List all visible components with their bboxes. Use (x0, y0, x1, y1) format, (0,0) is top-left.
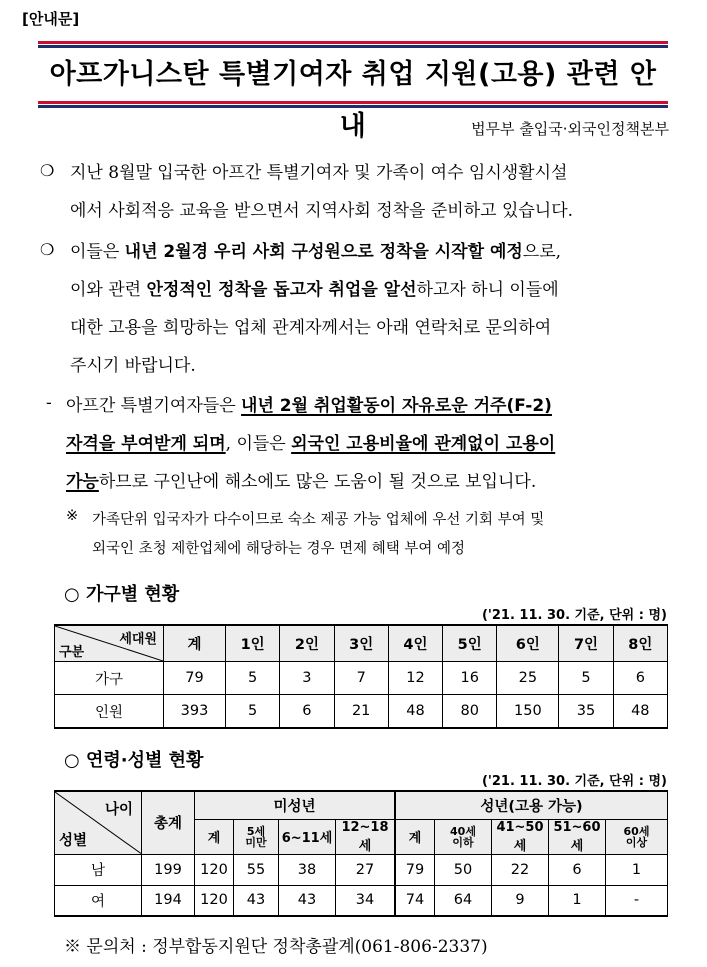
table-cell: 34 (336, 885, 396, 916)
title-bar-top (38, 41, 668, 48)
table-cell: 393 (164, 695, 226, 729)
para2-line1: 이들은 내년 2월경 우리 사회 구성원으로 정착을 시작할 예정으로, (70, 242, 562, 262)
table-row (55, 885, 668, 916)
household-basis: ('21. 11. 30. 기준, 단위 : 명) (481, 608, 667, 623)
bullet-icon: ❍ (40, 161, 55, 180)
table-cell: 48 (613, 695, 667, 729)
age-gender-heading: ○ 연령·성별 현황 (64, 750, 204, 771)
table-cell: 64 (435, 885, 492, 916)
adult-header: 성년(고용 가능) (395, 791, 668, 819)
sub-header: 12~18세 (336, 819, 396, 854)
table-cell: 6 (613, 662, 667, 695)
household-header: 1인 (226, 625, 280, 662)
table-cell: 27 (336, 854, 396, 885)
row-label: 인원 (55, 695, 164, 729)
table-cell: 21 (334, 695, 388, 729)
table-cell: 1 (549, 885, 606, 916)
para2-line4: 주시기 바랍니다. (70, 356, 196, 376)
table-cell: 3 (280, 662, 334, 695)
table-cell: 120 (195, 885, 234, 916)
household-header: 7인 (559, 625, 613, 662)
age-gender-basis: ('21. 11. 30. 기준, 단위 : 명) (481, 774, 667, 789)
household-header: 8인 (613, 625, 667, 662)
age-gender-corner: 나이 성별 (55, 791, 142, 854)
table-cell: 12 (388, 662, 442, 695)
table-cell: 80 (443, 695, 497, 729)
row-label: 남 (55, 854, 142, 885)
table-cell: 79 (164, 662, 226, 695)
page-title: 아프가니스탄 특별기여자 취업 지원(고용) 관련 안내 (49, 59, 657, 142)
household-table (54, 624, 668, 729)
para2-line3: 대한 고용을 희망하는 업체 관계자께서는 아래 연락처로 문의하여 (70, 318, 552, 338)
sub-header: 5세 미만 (234, 819, 279, 854)
table-cell: 7 (334, 662, 388, 695)
para1-line1: 지난 8월말 입국한 아프간 특별기여자 및 가족이 여수 임시생활시설 (70, 163, 568, 183)
sub-header: 40세 이하 (435, 819, 492, 854)
table-cell: 79 (395, 854, 435, 885)
household-header: 계 (164, 625, 226, 662)
table-cell: 5 (226, 662, 280, 695)
household-header: 3인 (334, 625, 388, 662)
sub-header: 계 (195, 819, 234, 854)
note-line2: 외국인 초청 제한업체에 해당하는 경우 면제 혜택 부여 예정 (92, 541, 466, 557)
document-tag: [안내문] (22, 10, 80, 28)
table-cell: 150 (497, 695, 559, 729)
table-cell: 38 (279, 854, 336, 885)
table-row (55, 854, 668, 885)
total-header: 총계 (142, 791, 195, 854)
table-cell: 43 (234, 885, 279, 916)
household-header: 6인 (497, 625, 559, 662)
table-cell: 194 (142, 885, 195, 916)
minor-header: 미성년 (195, 791, 396, 819)
sub-header: 6~11세 (279, 819, 336, 854)
table-cell: 25 (497, 662, 559, 695)
household-heading: ○ 가구별 현황 (64, 584, 180, 605)
table-row (55, 695, 668, 729)
para3-line3: 가능하므로 구인난에 해소에도 많은 도움이 될 것으로 보입니다. (66, 472, 537, 492)
title-bar-bottom (38, 101, 668, 108)
table-cell: 48 (388, 695, 442, 729)
household-corner: 세대원 구분 (55, 625, 164, 662)
table-cell: 6 (280, 695, 334, 729)
table-cell: 74 (395, 885, 435, 916)
table-cell: 43 (279, 885, 336, 916)
sub-header: 계 (395, 819, 435, 854)
table-cell: 22 (492, 854, 549, 885)
note-mark: ※ (66, 508, 79, 524)
household-header: 2인 (280, 625, 334, 662)
bullet-icon: ❍ (40, 240, 55, 259)
row-label: 여 (55, 885, 142, 916)
table-cell: 35 (559, 695, 613, 729)
para1-line2: 에서 사회적응 교육을 받으면서 지역사회 정착을 준비하고 있습니다. (70, 201, 574, 221)
sub-header: 60세 이상 (606, 819, 668, 854)
age-gender-table (54, 790, 668, 917)
para3-line1: 아프간 특별기여자들은 내년 2월 취업활동이 자유로운 거주(F-2) (66, 396, 552, 416)
table-cell: - (606, 885, 668, 916)
table-cell: 120 (195, 854, 234, 885)
household-header: 4인 (388, 625, 442, 662)
table-cell: 9 (492, 885, 549, 916)
table-cell: 5 (559, 662, 613, 695)
para2-line2: 이와 관련 안정적인 정착을 돕고자 취업을 알선하고자 하니 이들에 (70, 280, 559, 300)
table-cell: 50 (435, 854, 492, 885)
table-cell: 199 (142, 854, 195, 885)
table-cell: 1 (606, 854, 668, 885)
contact-info: ※ 문의처 : 정부합동지원단 정착총괄계(061-806-2337) (64, 937, 488, 957)
issuing-org: 법무부 출입국·외국인정책본부 (471, 120, 669, 138)
note-line1: 가족단위 입국자가 다수이므로 숙소 제공 가능 업체에 우선 기회 부여 및 (92, 512, 545, 528)
table-cell: 5 (226, 695, 280, 729)
table-cell: 55 (234, 854, 279, 885)
para3-line2: 자격을 부여받게 되며, 이들은 외국인 고용비율에 관계없이 고용이 (66, 434, 556, 454)
row-label: 가구 (55, 662, 164, 695)
household-header: 5인 (443, 625, 497, 662)
table-cell: 6 (549, 854, 606, 885)
table-cell: 16 (443, 662, 497, 695)
dash-marker: - (46, 393, 52, 412)
sub-header: 41~50세 (492, 819, 549, 854)
sub-header: 51~60세 (549, 819, 606, 854)
table-row (55, 662, 668, 695)
